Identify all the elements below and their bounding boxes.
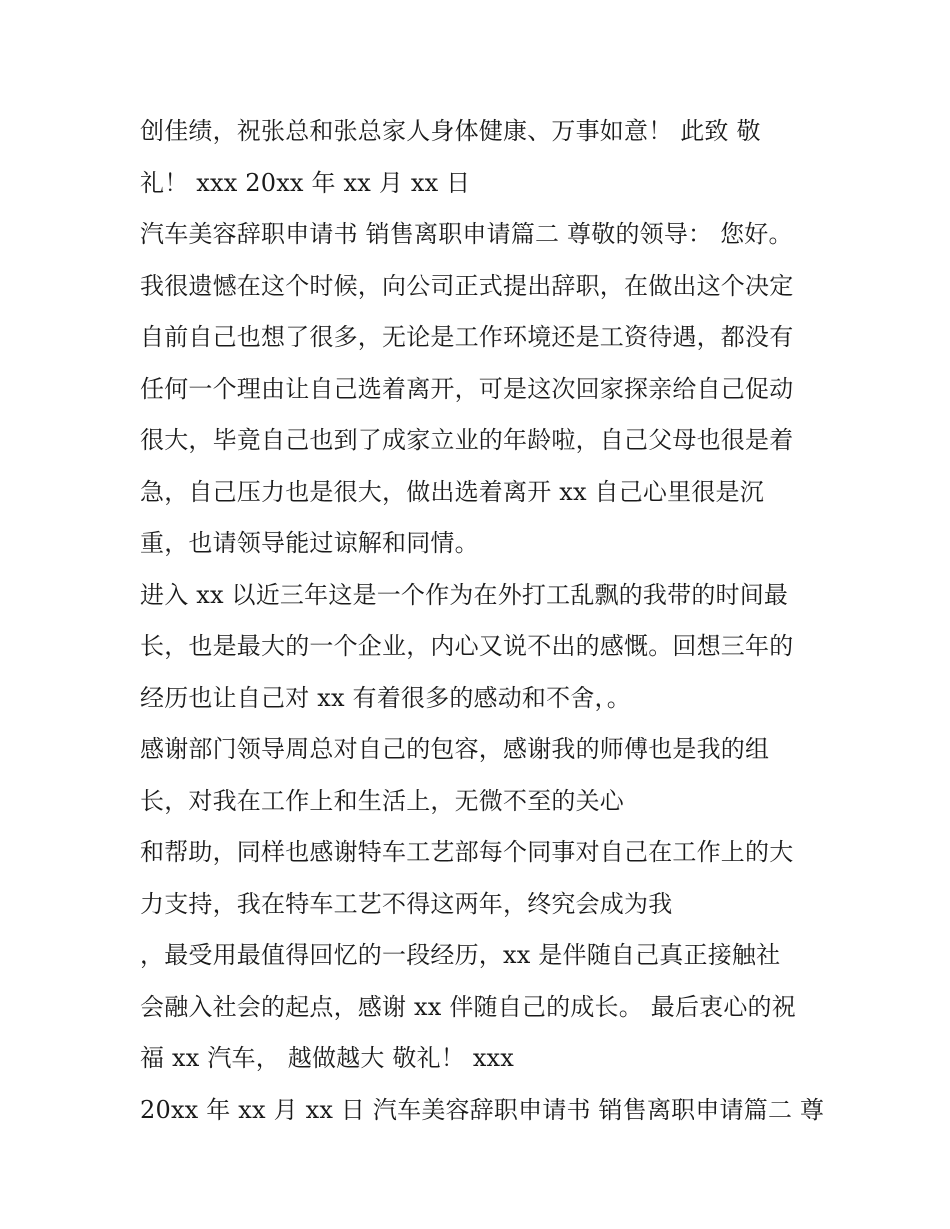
text-line-10: 进入 xx 以近三年这是一个作为在外打工乱飘的我带的时间最 [140,580,789,609]
document-body [140,106,830,1136]
text-line-6: 任何一个理由让自己选着离开，可是这次回家探亲给自己促动 [140,374,794,403]
text-line-14: 长，对我在工作上和生活上，无微不至的关心 [140,786,624,815]
text-line-17: ，最受用最值得回忆的一段经历，xx 是伴随自己真正接触社 [140,941,781,969]
text-line-4: 我很遗憾在这个时候，向公司正式提出辞职，在做出这个决定 [140,271,794,300]
text-line-13: 感谢部门领导周总对自己的包容，感谢我的师傅也是我的组 [140,735,770,763]
text-line-11: 长，也是最大的一个企业，内心又说不出的感慨。回想三年的 [140,632,794,660]
text-line-19: 福 xx 汽车， 越做越大 敬礼！ xxx [140,1044,515,1072]
text-line-20: 20xx 年 xx 月 xx 日 汽车美容辞职申请书 销售离职申请篇二 尊 [140,1095,825,1124]
text-line-18: 会融入社会的起点，感谢 xx 伴随自己的成长。 最后衷心的祝 [140,992,796,1021]
text-line-5: 自前自己也想了很多，无论是工作环境还是工资待遇，都没有 [140,323,794,351]
text-line-15: 和帮助，同样也感谢特车工艺部每个同事对自己在工作上的大 [140,838,794,866]
text-line-12: 经历也让自己对 xx 有着很多的感动和不舍，。 [140,683,631,712]
text-line-1: 创佳绩，祝张总和张总家人身体健康、万事如意！ 此致 敬 [140,117,761,145]
text-line-7: 很大，毕竟自己也到了成家立业的年龄啦，自己父母也很是着 [140,426,794,454]
text-line-9: 重，也请领导能过谅解和同情。 [140,529,479,557]
text-line-16: 力支持，我在特车工艺不得这两年，终究会成为我 [140,889,673,918]
text-line-3: 汽车美容辞职申请书 销售离职申请篇二 尊敬的领导： 您好。 [140,220,793,248]
text-line-8: 急，自己压力也是很大，做出选着离开 xx 自己心里很是沉 [140,477,764,506]
text-line-2: 礼！ xxx 20xx 年 xx 月 xx 日 [140,168,471,197]
